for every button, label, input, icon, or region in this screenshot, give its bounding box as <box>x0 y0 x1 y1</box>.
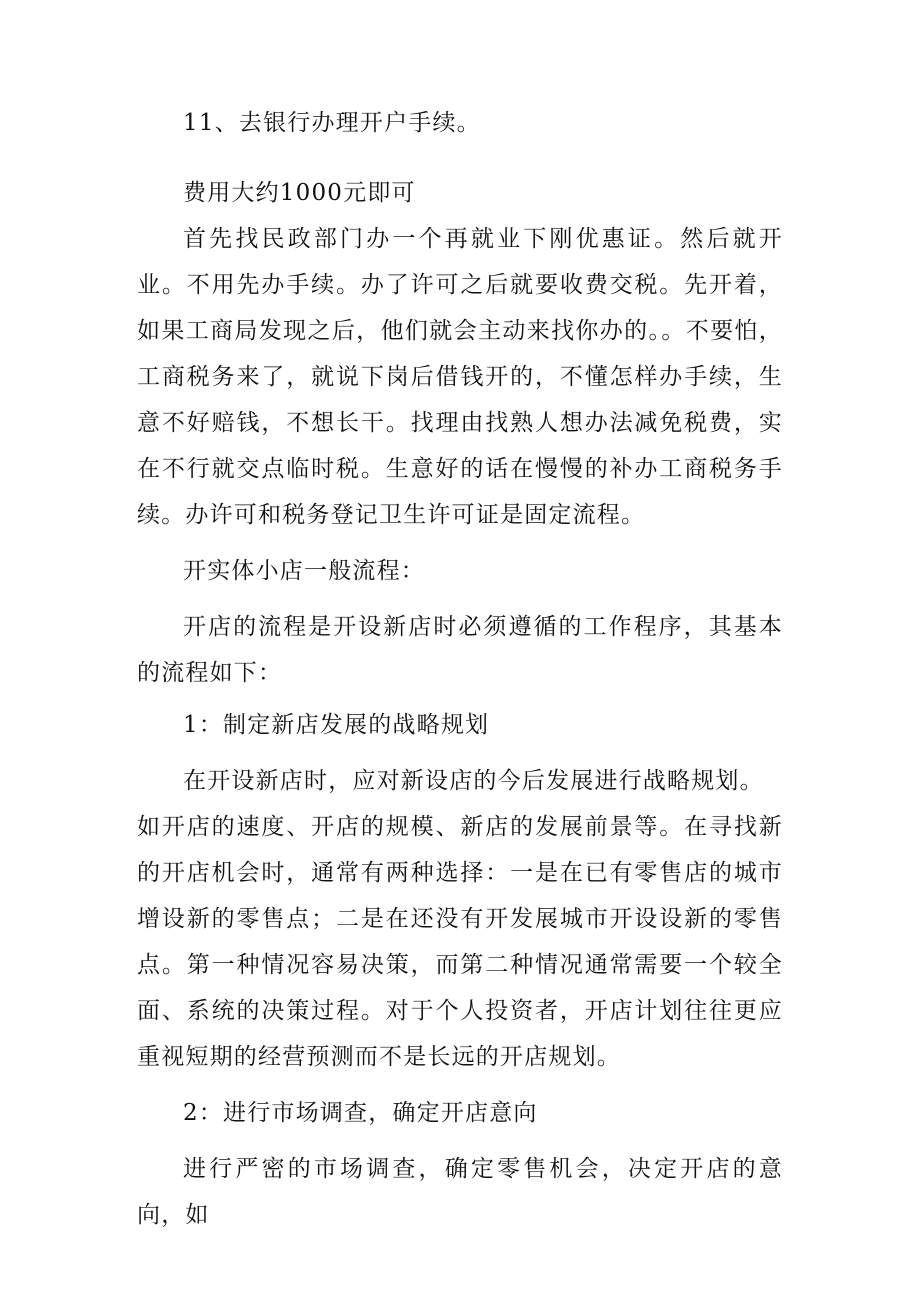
paragraph-market-research: 进行严密的市场调查，确定零售机会，决定开店的意向，如 <box>137 1156 783 1228</box>
paragraph-cost: 费用大约1000元即可 <box>183 180 416 206</box>
paragraph-strategy-details: 如开店的速度、开店的规模、新店的发展前景等。在寻找新的开店机会时，通常有两种选择：一是在已有零售店的城市增设新的零售点；二是在还没有开发展城市开设设新的零售点。第一种情况容易决策，而第二种情况通常需要一个较全面、系统的决策过程。对于个人投资者，开店计划往往更应重视短期的经营预测而不是长远的开店规划。 <box>137 814 783 1070</box>
paragraph-procedure-advice: 首先找民政部门办一个再就业下刚优惠证。然后就开业。不用先办手续。办了许可之后就要收费交税。先开着，如果工商局发现之后，他们就会主动来找你办的。。不要怕，工商税务来了，就说下岗后借钱开的，不懂怎样办手续，生意不好赔钱，不想长干。找理由找熟人想办法减免税费，实在不行就交点临时税。生意好的话在慢慢的补办工商税务手续。办许可和税务登记卫生许可证是固定流程。 <box>137 226 783 528</box>
paragraph-bank-account: 11、去银行办理开户手续。 <box>183 110 481 136</box>
section-heading-strategy: 1：制定新店发展的战略规划 <box>183 712 490 738</box>
paragraph-general-process-heading: 开实体小店一般流程： <box>183 558 425 584</box>
paragraph-strategy-intro: 在开设新店时，应对新设店的今后发展进行战略规划。 <box>183 768 764 794</box>
paragraph-process-intro: 开店的流程是开设新店时必须遵循的工作程序，其基本的流程如下： <box>137 614 783 686</box>
document-body <box>137 100 783 1238</box>
section-heading-market-research: 2：进行市场调查，确定开店意向 <box>183 1100 538 1126</box>
